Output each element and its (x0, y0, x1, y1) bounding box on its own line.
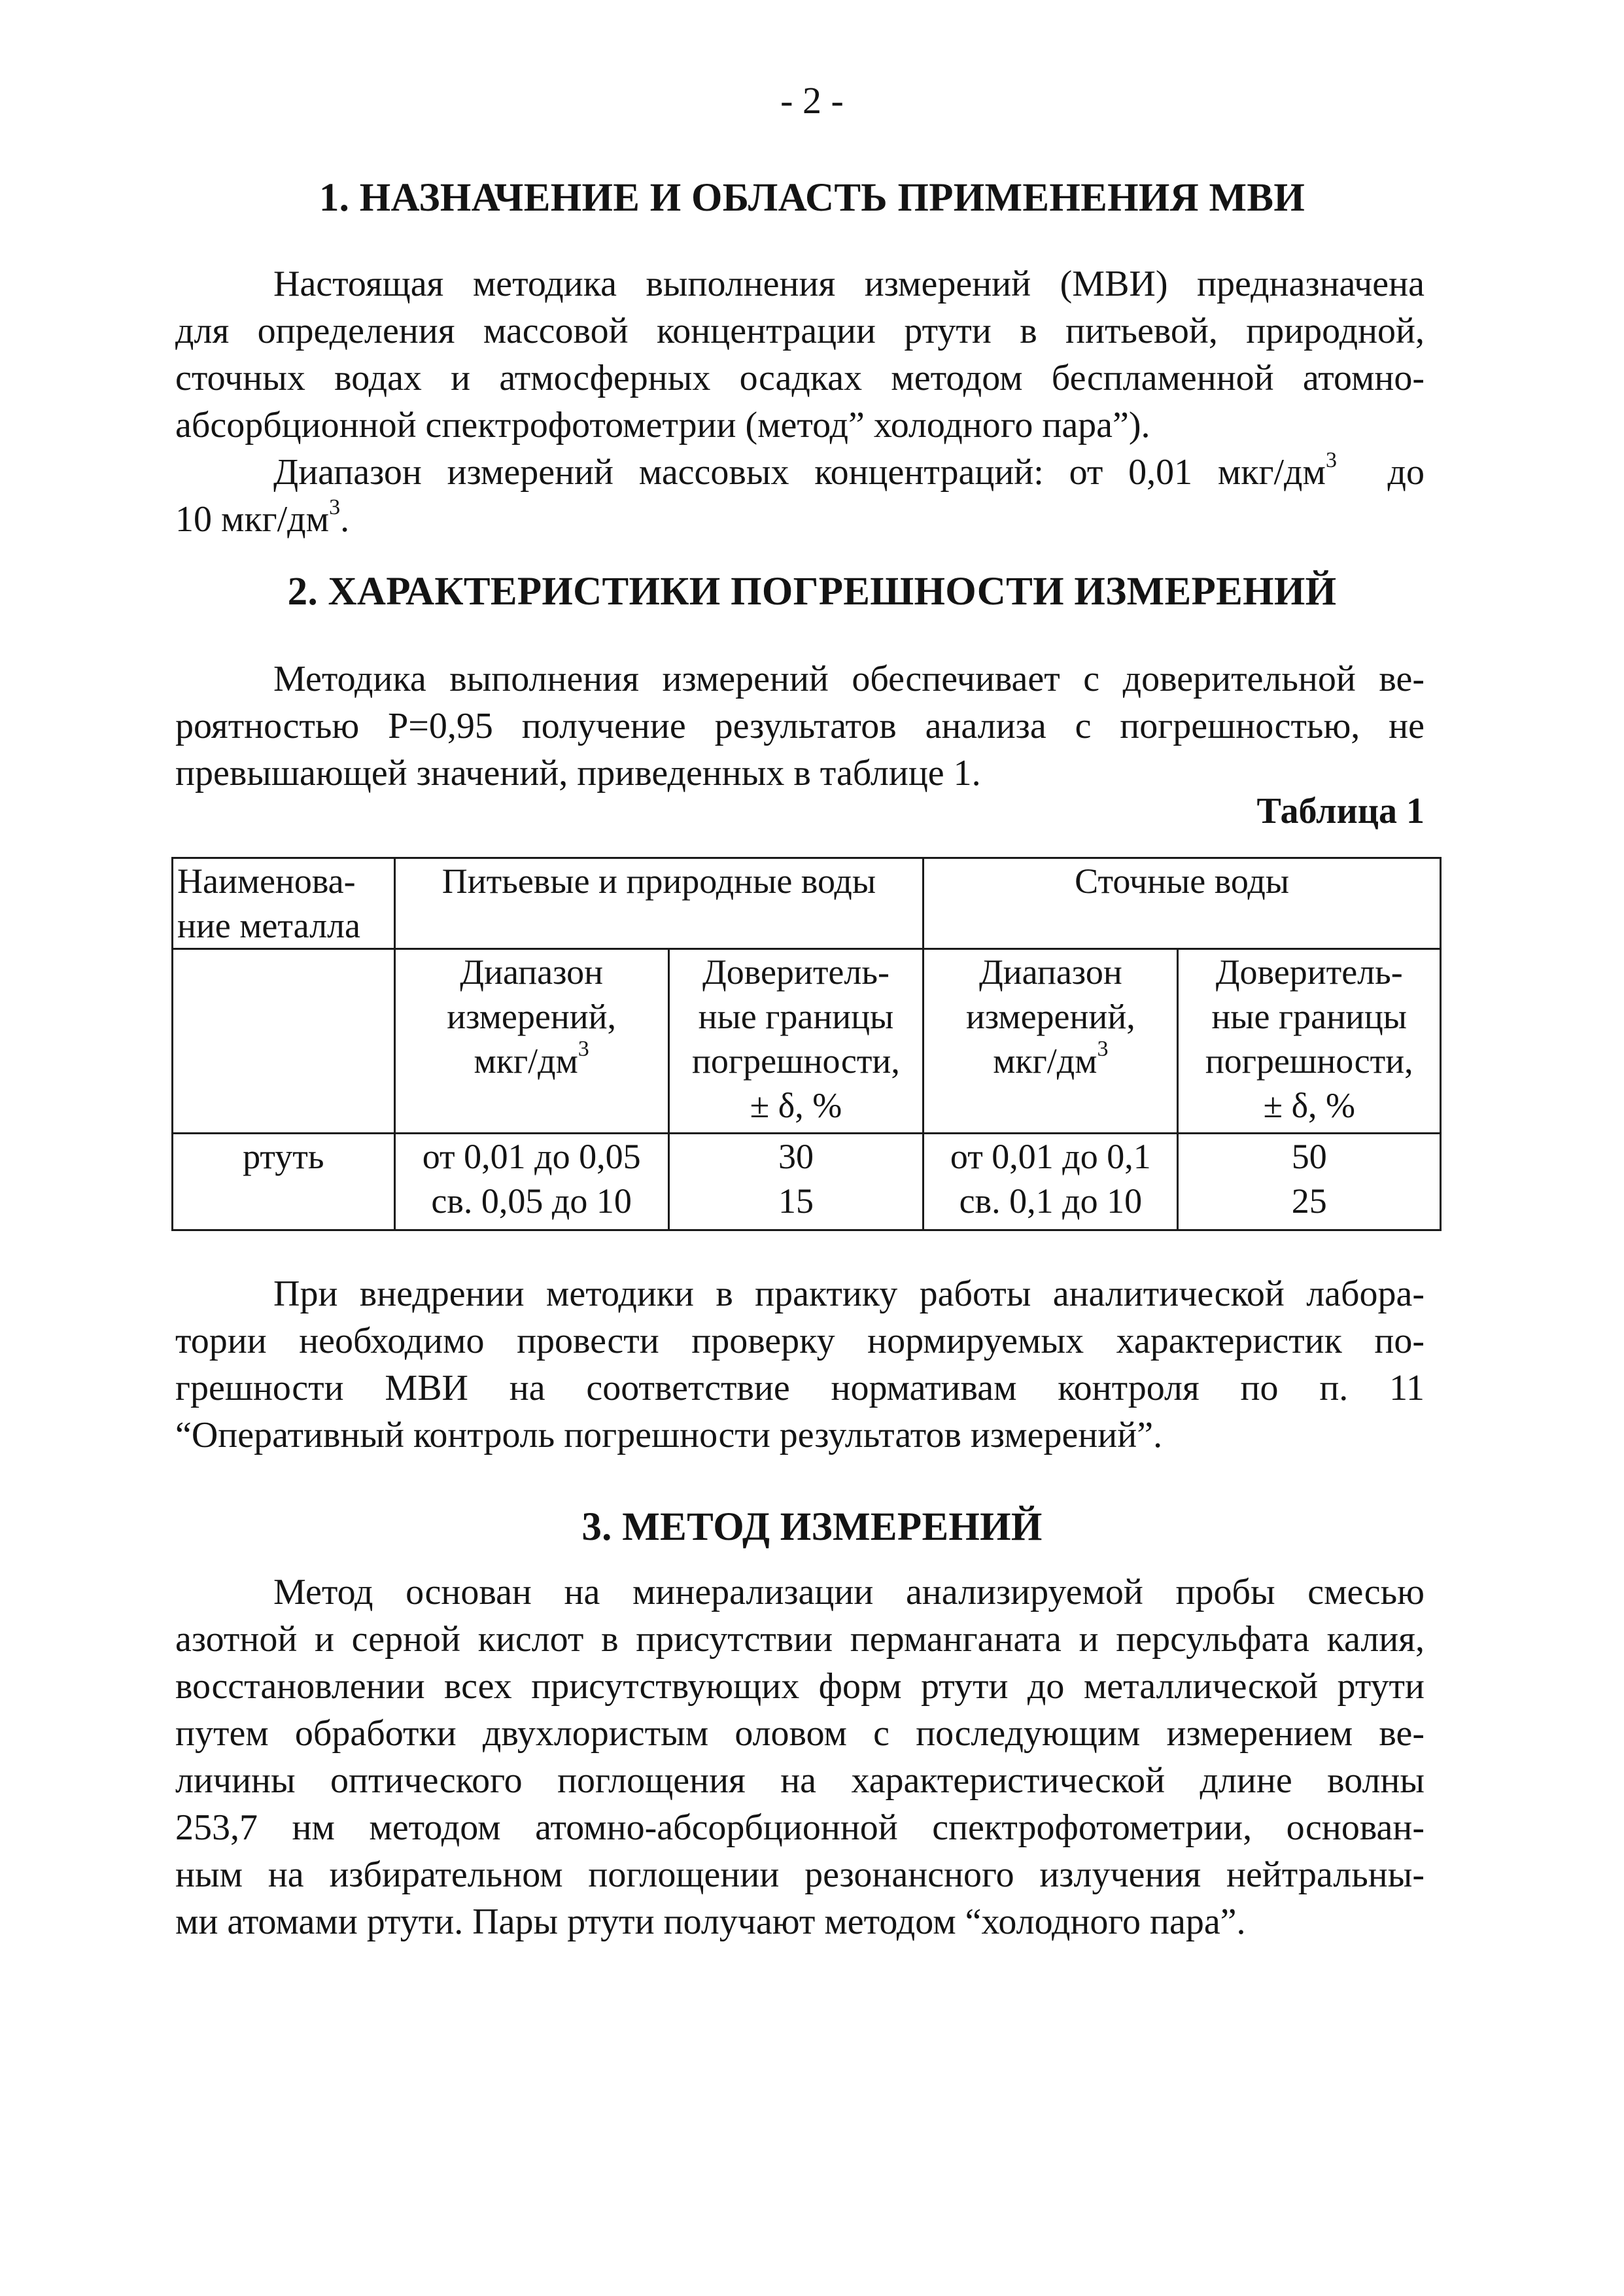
text-line: Настоящая методика выполнения измерений (МВИ) предназначена (273, 264, 1425, 304)
cell-value: 25 (1291, 1181, 1327, 1221)
subheader-range-drinking (394, 949, 668, 1134)
header-metal-name (173, 858, 395, 949)
text-line: абсорбционной спектрофотометрии (метод” холодного пара”). (175, 405, 1150, 445)
text-line: превышающей значений, приведенных в таблице 1. (175, 753, 981, 793)
header-text: ± δ, % (750, 1086, 842, 1125)
paragraph-range (175, 449, 1425, 543)
subheader-bounds-waste (1178, 949, 1441, 1134)
header-text: погрешности, (1205, 1041, 1413, 1081)
header-drinking-water: Питьевые и природные воды (394, 858, 924, 949)
text-line: Метод основан на минерализации анализируемой пробы смесью (273, 1572, 1425, 1612)
cell-value: 30 (778, 1137, 814, 1176)
cell-value: св. 0,05 до 10 (431, 1181, 632, 1221)
header-text: Диапазон (978, 952, 1122, 992)
text-line: ным на избирательном поглощении резонансного излучения нейтральны- (175, 1854, 1425, 1895)
cell-waste-delta (1178, 1134, 1441, 1230)
text-line: для определения массовой концентрации ртути в питьевой, природной, (175, 311, 1425, 351)
cell-metal: ртуть (173, 1134, 395, 1230)
text-line: грешности МВИ на соответствие нормативам контроля по п. 11 (175, 1368, 1425, 1408)
cell-value: от 0,01 до 0,1 (950, 1137, 1151, 1176)
superscript: 3 (1097, 1037, 1109, 1061)
range-text-end: . (340, 499, 350, 540)
header-text: Наименова- (177, 861, 356, 901)
table-header-row (173, 858, 1441, 949)
empty-cell (173, 949, 395, 1134)
header-text (928, 1039, 1173, 1083)
paragraph-implementation (175, 1270, 1425, 1459)
text-line: азотной и серной кислот в присутствии перманганата и персульфата калия, (175, 1619, 1425, 1660)
range-text: Диапазон измерений массовых концентраций: от 0,01 мкг/дм (273, 452, 1326, 493)
unit-text: мкг/дм (474, 1041, 578, 1081)
cell-waste-ranges (924, 1134, 1178, 1230)
header-text: ± δ, % (1263, 1086, 1356, 1125)
header-text: Доверитель- (1215, 952, 1403, 992)
text-line (175, 496, 1425, 543)
unit-text: мкг/дм (993, 1041, 1097, 1081)
text-line: личины оптического поглощения на характеристической длине волны (175, 1760, 1425, 1801)
subheader-range-waste (924, 949, 1178, 1134)
paragraph-accuracy (175, 655, 1425, 797)
text-line: сточных водах и атмосферных осадках методом беспламенной атомно- (175, 358, 1425, 398)
range-text-end: до (1387, 452, 1425, 493)
superscript: 3 (329, 495, 341, 519)
cell-value: от 0,01 до 0,05 (422, 1137, 641, 1176)
paragraph-purpose (175, 260, 1425, 449)
header-text: ние металла (177, 906, 360, 945)
section-heading-1: 1. НАЗНАЧЕНИЕ И ОБЛАСТЬ ПРИМЕНЕНИЯ МВИ (319, 176, 1305, 220)
cell-drinking-ranges (394, 1134, 668, 1230)
text-line: восстановлении всех присутствующих форм ртути до металлической ртути (175, 1666, 1425, 1707)
cell-drinking-delta (668, 1134, 924, 1230)
text-line: 253,7 нм методом атомно-абсорбционной спектрофотометрии, основан- (175, 1807, 1425, 1848)
table-subheader-row (173, 949, 1441, 1134)
subheader-bounds-drinking (668, 949, 924, 1134)
text-line: При внедрении методики в практику работы аналитической лабора- (273, 1274, 1425, 1314)
text-line: ми атомами ртути. Пары ртути получают методом “холодного пара”. (175, 1902, 1246, 1942)
range-text: 10 мкг/дм (175, 499, 330, 540)
header-text: Диапазон (460, 952, 604, 992)
header-wastewater: Сточные воды (924, 858, 1441, 949)
cell-value: 15 (778, 1181, 814, 1221)
paragraph-method (175, 1569, 1425, 1945)
error-characteristics-table (171, 857, 1442, 1231)
header-text: измерений, (447, 997, 617, 1036)
text-line: путем обработки двухлористым оловом с последующим измерением ве- (175, 1713, 1425, 1754)
text-line: роятностью Р=0,95 получение результатов анализа с погрешностью, не (175, 706, 1425, 746)
header-text: ные границы (1211, 997, 1408, 1036)
section-heading-2: 2. ХАРАКТЕРИСТИКИ ПОГРЕШНОСТИ ИЗМЕРЕНИЙ (287, 570, 1337, 614)
table-row (173, 1134, 1441, 1230)
section-heading-3: 3. МЕТОД ИЗМЕРЕНИЙ (581, 1505, 1043, 1549)
superscript: 3 (1325, 448, 1337, 472)
text-line: Методика выполнения измерений обеспечивает с доверительной ве- (273, 659, 1425, 699)
header-text: погрешности, (692, 1041, 900, 1081)
header-text: Доверитель- (702, 952, 890, 992)
header-text (400, 1039, 664, 1083)
text-line: “Оперативный контроль погрешности результатов измерений”. (175, 1415, 1163, 1455)
text-line (175, 449, 1425, 496)
superscript: 3 (578, 1037, 589, 1061)
page-number: - 2 - (780, 79, 844, 122)
cell-value: св. 0,1 до 10 (959, 1181, 1143, 1221)
table-caption: Таблица 1 (1256, 791, 1425, 831)
cell-value: 50 (1291, 1137, 1327, 1176)
text-line: тории необходимо провести проверку нормируемых характеристик по- (175, 1321, 1425, 1361)
header-text: ные границы (698, 997, 894, 1036)
header-text: измерений, (965, 997, 1135, 1036)
